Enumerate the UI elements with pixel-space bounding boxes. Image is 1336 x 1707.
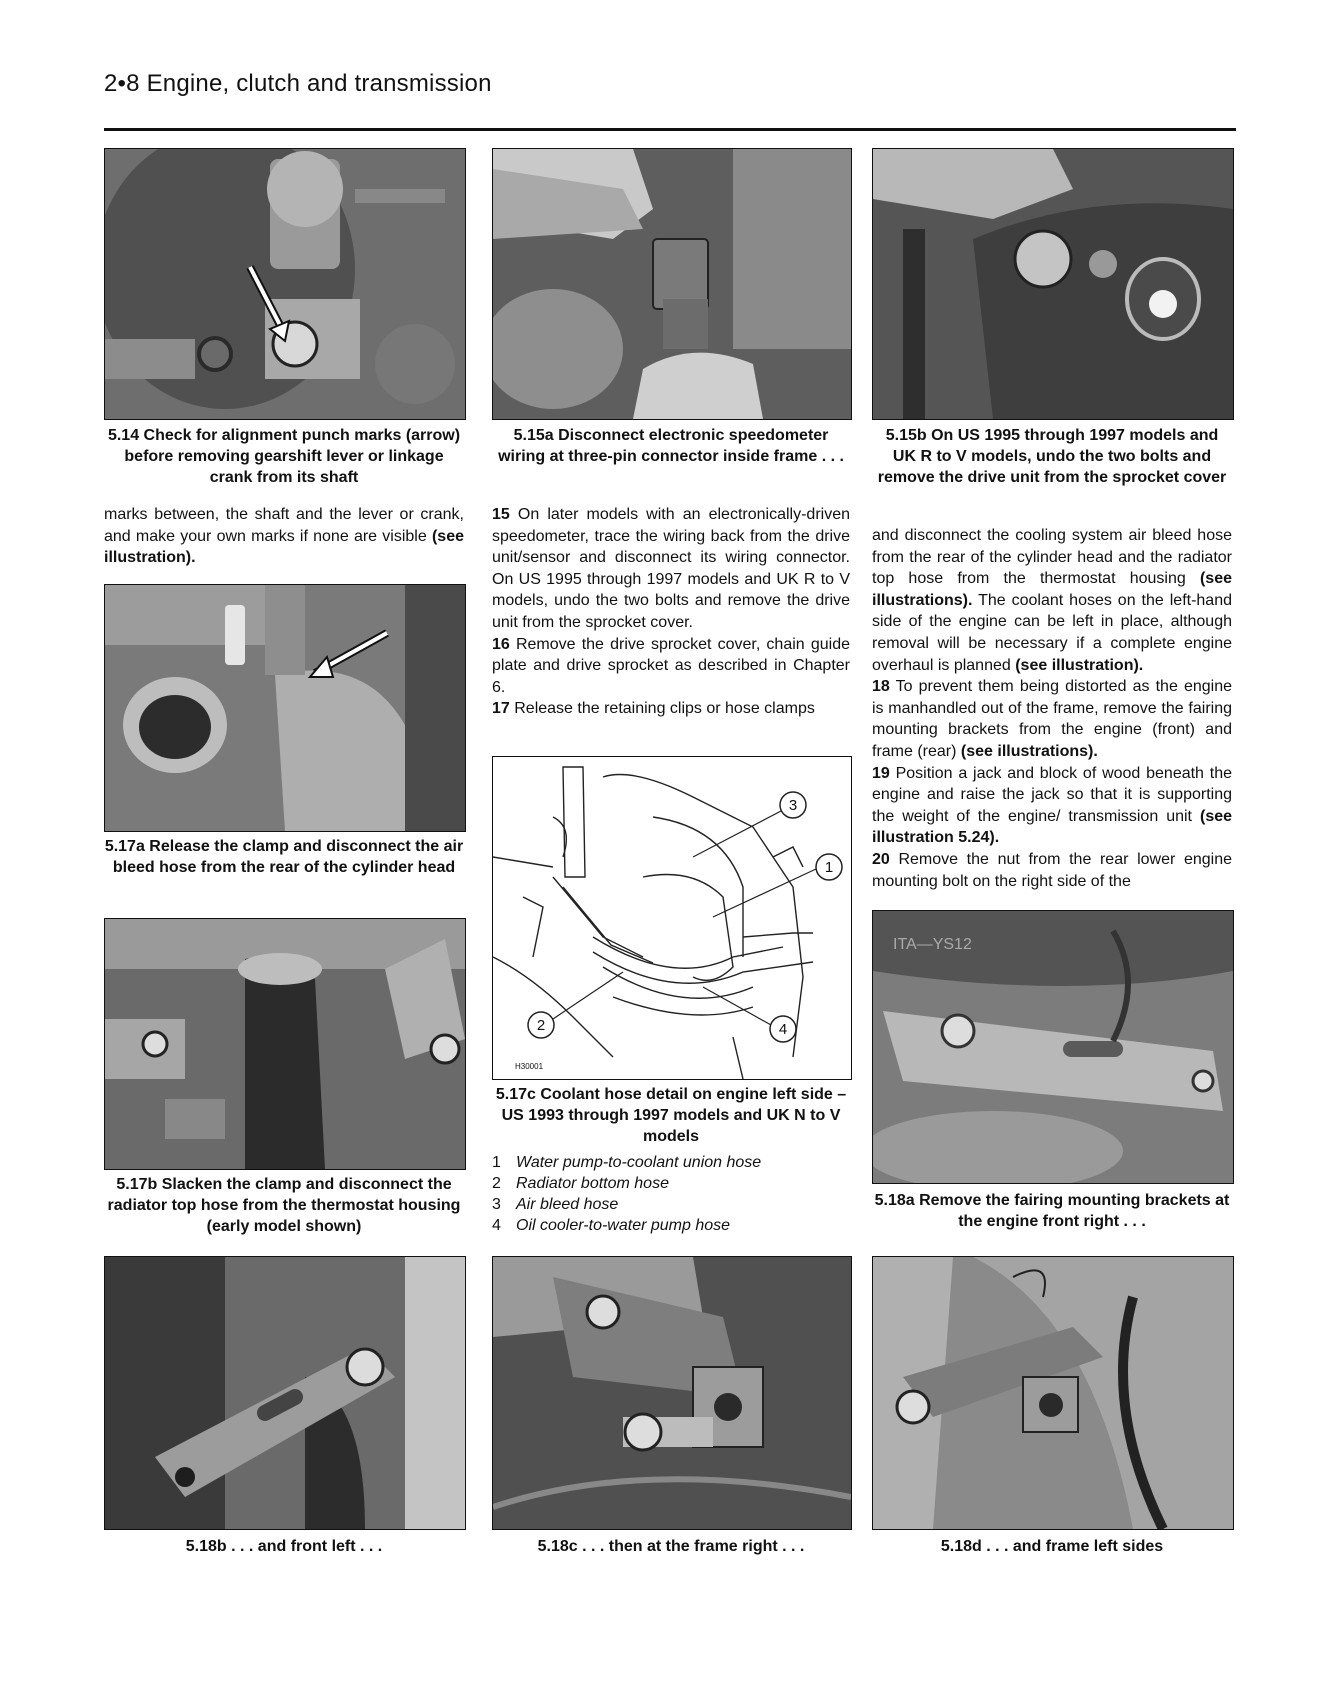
step-17-num: 17 [492, 700, 510, 718]
caption-5-17c: 5.17c Coolant hose detail on engine left side – US 1993 through 1997 models and UK N to V models [495, 1086, 847, 1145]
callout-4: 4 [778, 1021, 788, 1038]
step-19-num: 19 [872, 764, 890, 782]
photo-5-18d [872, 1256, 1234, 1530]
photo-5-18b [104, 1256, 466, 1530]
col1-ref: (see illustration). [104, 527, 464, 567]
photo-5-18c [492, 1256, 852, 1530]
step-15-num: 15 [492, 506, 510, 523]
header-rule [104, 128, 1236, 131]
caption-5-17a: 5.17a Release the clamp and disconnect the air bleed hose from the rear of the cylinder head [104, 838, 464, 876]
caption-5-18c: 5.18c . . . then at the frame right . . . [537, 1538, 805, 1555]
diagram-code: H30001 [515, 1062, 544, 1071]
caption-5-18d: 5.18d . . . and frame left sides [940, 1538, 1164, 1555]
col1-text [104, 504, 464, 569]
step-17-text: Release the retaining clips or hose clamps [514, 700, 815, 718]
col3-para-b: The coolant hoses on the left-hand side of the engine can be left in place, although removal will be necessary if a complete engine overhaul is planned [872, 591, 1232, 674]
caption-5-18a: 5.18a Remove the fairing mounting brackets at the engine front right . . . [874, 1192, 1230, 1230]
page-header: 2•8 Engine, clutch and transmission [104, 70, 492, 97]
col2-text [492, 504, 850, 720]
callout-1: 1 [824, 859, 834, 876]
key-item: 4 Oil cooler-to-water pump hose [492, 1217, 731, 1234]
callout-2: 2 [536, 1017, 546, 1034]
caption-5-15a: 5.15a Disconnect electronic speedometer wiring at three-pin connector inside frame . . . [498, 427, 844, 465]
step-18-ref: (see illustrations). [960, 742, 1098, 760]
diagram-5-17c [492, 756, 852, 1080]
photo-5-18a [872, 910, 1234, 1184]
col3-para-a: and disconnect the cooling system air bleed hose from the rear of the cylinder head and the radiator top hose from the thermostat housing [872, 527, 1232, 588]
hose-stamp: ITA—YS12 [893, 936, 972, 953]
caption-5-17b: 5.17b Slacken the clamp and disconnect the radiator top hose from the thermostat housing (early model shown) [107, 1176, 461, 1235]
photo-5-17b [104, 918, 466, 1170]
step-18-text: To prevent them being distorted as the engine is manhandled out of the frame, remove the fairing mounting brackets from the engine (front) and frame (rear) [872, 678, 1233, 760]
step-15-text: On later models with an electronically-driven speedometer, trace the wiring back from the drive unit/sensor and disconnect its wiring connector. On US 1995 through 1997 models and UK R to V models, undo the two bolts and remove the drive unit from the sprocket cover. [492, 506, 850, 631]
photo-5-17a [104, 584, 466, 832]
caption-5-18b: 5.18b . . . and front left . . . [185, 1538, 383, 1555]
step-20-num: 20 [872, 850, 890, 868]
step-20-text: Remove the nut from the rear lower engine mounting bolt on the right side of the [872, 850, 1233, 890]
col3-text [872, 525, 1232, 892]
key-item: 1 Water pump-to-coolant union hose [492, 1154, 762, 1171]
col3-ref-2: (see illustration). [1015, 656, 1144, 674]
callout-3: 3 [788, 797, 798, 814]
col3-ref-1: (see illustrations). [872, 570, 1232, 609]
col1-para: marks between, the shaft and the lever or crank, and make your own marks if none are visible [104, 506, 464, 545]
step-19-text: Position a jack and block of wood beneath the engine and raise the jack so that it is supporting the weight of the engine/ transmission unit [872, 764, 1232, 825]
key-item: 3 Air bleed hose [492, 1196, 619, 1213]
step-16-num: 16 [492, 635, 510, 653]
photo-5-15a [492, 148, 852, 420]
caption-5-15b: 5.15b On US 1995 through 1997 models and UK R to V models, undo the two bolts and remove the drive unit from the sprocket cover [877, 427, 1227, 486]
photo-5-15b [872, 148, 1234, 420]
step-18-num: 18 [872, 678, 890, 696]
step-16-text: Remove the drive sprocket cover, chain guide plate and drive sprocket as described in Chapter 6. [492, 635, 850, 696]
caption-5-14: 5.14 Check for alignment punch marks (arrow) before removing gearshift lever or linkage crank from its shaft [107, 427, 461, 486]
key-item: 2 Radiator bottom hose [492, 1175, 669, 1192]
photo-5-14 [104, 148, 466, 420]
diagram-key [492, 1152, 850, 1236]
step-19-ref: (see illustration 5.24). [872, 807, 1233, 847]
